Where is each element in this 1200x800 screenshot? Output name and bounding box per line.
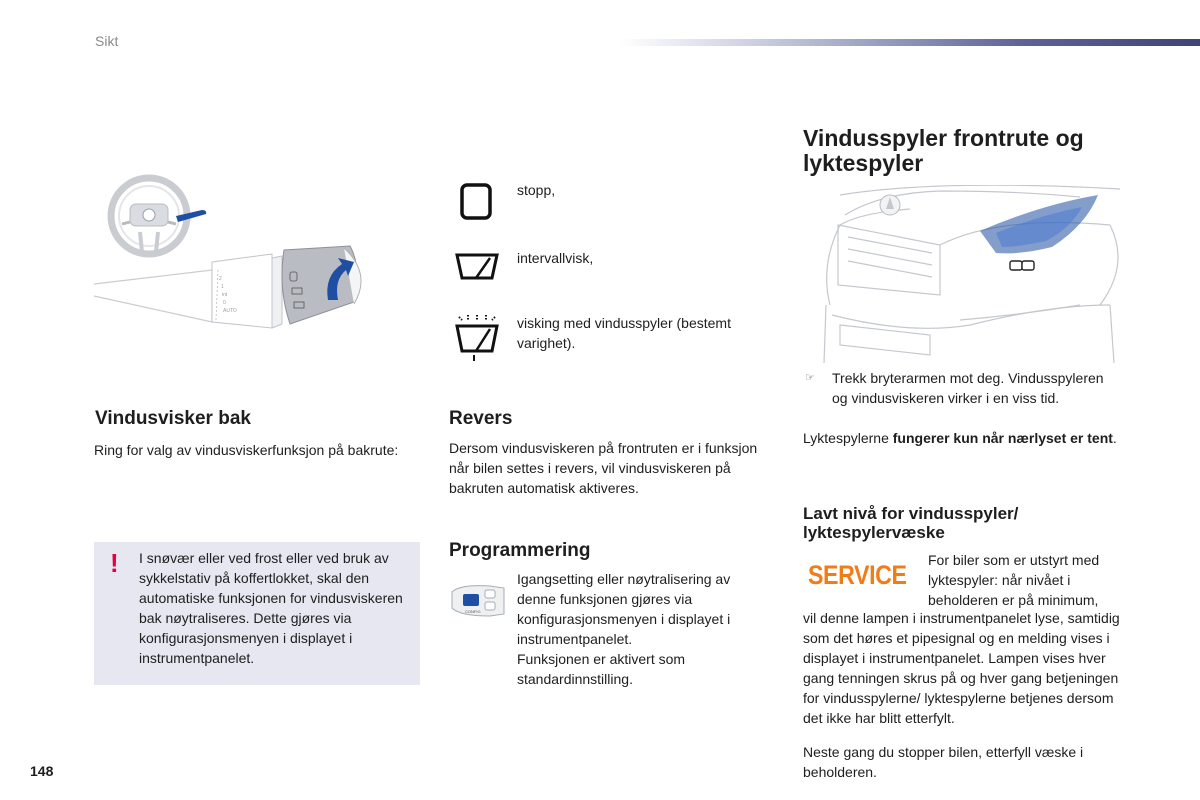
page-number: 148: [30, 763, 54, 779]
programming-text-1: Igangsetting eller nøytralisering av denne funksjonen gjøres via konfigurasjonsmenyen i displayet i instrumentpanelet.: [517, 571, 731, 647]
header-gradient-bar: [620, 39, 1200, 46]
low-level-refill: Neste gang du stopper bilen, etterfyll væske i beholderen.: [803, 744, 1084, 780]
svg-text:CONFIG: CONFIG: [465, 609, 481, 614]
section-title: Sikt: [95, 33, 119, 49]
headlamp-washer-icon: [1010, 261, 1034, 270]
headlamp-note: [803, 428, 1128, 448]
headlamp-note-post: .: [1112, 430, 1117, 446]
svg-text:0: 0: [223, 300, 226, 306]
low-level-title: Lavt nivå for vindusspyler/ lyktespylervæske: [803, 504, 1019, 542]
programming-title: Programmering: [449, 540, 591, 561]
reverse-title: Revers: [449, 408, 513, 429]
washer-instruction-text: Trekk bryterarmen mot deg. Vindusspyleren og vindusviskeren virker i en viss tid.: [832, 370, 1104, 406]
rear-wiper-title: Vindusvisker bak: [95, 408, 251, 429]
display-config-icon: [450, 582, 506, 618]
rear-wiper-text: Ring for valg av vindusviskerfunksjon på bakrute:: [94, 442, 399, 458]
service-warning-icon: SERVICE: [808, 560, 907, 590]
rear-wiper-stalk-illustration: [92, 172, 372, 332]
programming-text-2: Funksjonen er aktivert som standardinnstilling.: [517, 651, 686, 687]
svg-text:1: 1: [221, 284, 224, 290]
washer-title: Vindusspyler frontrute og lyktespyler: [803, 125, 1084, 176]
svg-text:int: int: [222, 292, 228, 298]
reverse-text: Dersom vindusviskeren på frontruten er i funksjon når bilen settes i revers, vil vindusviskeren på bakruten automatisk aktiveres.: [449, 440, 758, 496]
symbol-text-intermittent: intervallvisk,: [517, 250, 594, 266]
wash-wipe-icon: [452, 313, 502, 361]
pointing-hand-icon: ☞: [805, 372, 815, 384]
car-front-headlamp-illustration: [820, 185, 1130, 365]
headlamp-note-pre: Lyktespylerne: [803, 430, 893, 446]
headlamp-note-bold: fungerer kun når nærlyset er tent: [892, 430, 1113, 446]
low-level-intro: For biler som er utstyrt med lyktespyler: når nivået i beholderen er på minimum,: [928, 552, 1100, 608]
washer-instruction: [803, 368, 1123, 408]
symbol-text-stop: stopp,: [517, 182, 556, 198]
stop-position-icon: [452, 180, 502, 222]
steering-wheel-icon: [111, 178, 187, 254]
svg-text:AUTO: AUTO: [223, 308, 237, 314]
low-level-body: vil denne lampen i instrumentpanelet lyse, samtidig som det høres et pipesignal og en melding vises i displayet i instrumentpanelet. Lampen vises hver gang tenningen skrus på og hver gang betjeningen for vindusspylerne/ lyktespylerne betjenes dersom det ikke har blitt etterfylt.: [803, 610, 1120, 726]
warning-icon: !: [110, 548, 119, 578]
symbol-text-wash-wipe: visking med vindusspyler (bestemt varighet).: [517, 315, 731, 351]
warning-text: I snøvær eller ved frost eller ved bruk av sykkelstativ på koffertlokket, skal den automatiske funksjonen for vindusviskeren bak nøytraliseres. Dette gjøres via konfigurasjonsmenyen i displayet i instrumentpanelet.: [139, 550, 403, 666]
svg-text:2: 2: [219, 276, 222, 282]
intermittent-wipe-icon: [452, 248, 502, 290]
